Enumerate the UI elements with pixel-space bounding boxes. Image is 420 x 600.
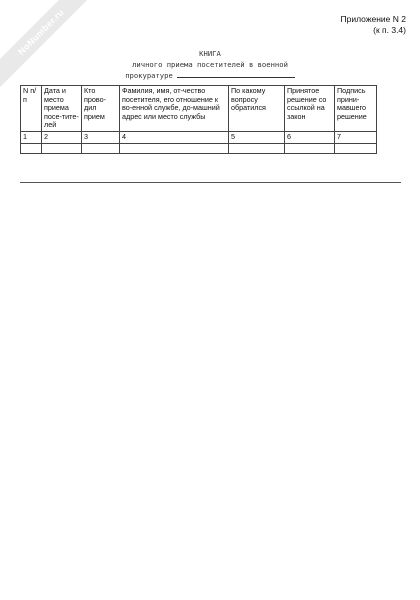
column-number: 6 xyxy=(285,131,335,143)
footnote-divider xyxy=(20,182,401,183)
header-date-place: Дата и место приема посе-тите-лей xyxy=(42,86,82,132)
column-number: 2 xyxy=(42,131,82,143)
title-subtitle: личного приема посетителей в военной xyxy=(132,60,288,69)
watermark-text: NoNumber.ru xyxy=(16,7,66,57)
column-number: 5 xyxy=(229,131,285,143)
prosecutor-name-blank xyxy=(177,70,295,78)
empty-cell xyxy=(335,143,377,153)
title-prosecutor-line xyxy=(0,70,420,81)
empty-cell xyxy=(285,143,335,153)
header-signature: Подпись прини-мавшего решение xyxy=(335,86,377,132)
table-header-row xyxy=(21,86,377,132)
column-number: 3 xyxy=(82,131,120,143)
empty-cell xyxy=(229,143,285,153)
header-question: По какому вопросу обратился xyxy=(229,86,285,132)
document-title xyxy=(0,48,420,81)
column-number: 7 xyxy=(335,131,377,143)
column-number: 1 xyxy=(21,131,42,143)
header-number: N п/п xyxy=(21,86,42,132)
visitors-register-table xyxy=(20,85,377,154)
header-visitor-info: Фамилия, имя, от-чество посетителя, его отношение к во-енной службе, до-машний адрес или место службы xyxy=(120,86,229,132)
empty-cell xyxy=(120,143,229,153)
table-row xyxy=(21,143,377,153)
title-prosecutor-label: прокуратуре xyxy=(125,71,173,80)
column-number: 4 xyxy=(120,131,229,143)
appendix-clause: (к п. 3.4) xyxy=(373,25,406,35)
header-decision: Принятое решение со ссылкой на закон xyxy=(285,86,335,132)
appendix-number: Приложение N 2 xyxy=(340,14,406,24)
empty-cell xyxy=(21,143,42,153)
empty-cell xyxy=(42,143,82,153)
header-conducted-by: Кто прово-дил прием xyxy=(82,86,120,132)
appendix-reference xyxy=(341,14,406,36)
title-book: КНИГА xyxy=(199,49,221,58)
empty-cell xyxy=(82,143,120,153)
column-number-row xyxy=(21,131,377,143)
